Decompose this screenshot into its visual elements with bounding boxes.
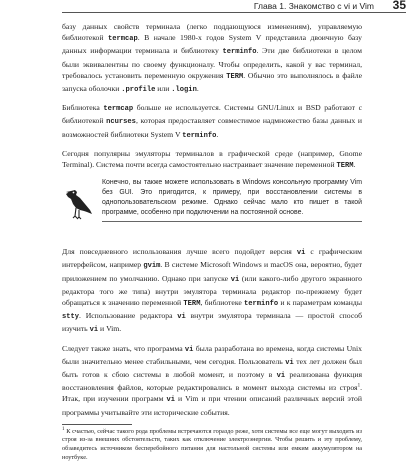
note-box — [62, 178, 362, 238]
text-run: реализована функция восстановления файлов, которые редактировались в момент выхода системы из строя — [62, 370, 362, 393]
paragraphs-after-note — [62, 246, 362, 418]
text-run: и к параметрам команды — [278, 298, 362, 308]
code-term: vi — [89, 326, 99, 335]
text-run: . Использование редактора — [79, 311, 178, 321]
text-run: . Итак, при изучении программ — [62, 383, 362, 404]
text-run: . — [196, 84, 199, 94]
text-run: или — [155, 84, 172, 94]
code-term: .login — [171, 86, 197, 95]
page-number: 35 — [392, 0, 406, 12]
text-run: , которая предоставляет совместимое надмножество базы данных и возможностей библиотеки System V — [62, 116, 362, 139]
paragraph — [62, 21, 362, 96]
code-term: ncurses — [106, 118, 136, 127]
code-term: termcap — [103, 105, 134, 114]
text-run: . В начале 1980-х годов System V представила двоичную базу данных информации терминала и библиотеку — [62, 33, 362, 56]
text-run: больше не используется. Системы GNU/Linux и BSD работают с библиотекой — [62, 103, 362, 126]
code-term: vi — [285, 358, 294, 367]
text-run: . Эти две библиотеки в целом были эквивалентны по своему функционалу. Чтобы определить, какой у вас терминал, требовалось установить переменную окружения — [62, 46, 362, 80]
paragraphs-before-note — [62, 21, 362, 172]
text-run: (или какого-либо другого экранного редактора того же типа) внутри эмулятора терминала редактор по-прежнему будет обращаться к значению переменной — [62, 273, 362, 308]
code-term: vi — [230, 275, 240, 284]
code-term: termcap — [107, 35, 138, 44]
text-run: с графическим интерфейсом, например — [62, 247, 363, 270]
text-run: Следует также знать, что программа — [62, 343, 185, 353]
code-term: TERM — [183, 300, 201, 309]
text-run: и Vim и при чтении описаний различных версий этой программы учитывайте эти исторические события. — [62, 394, 362, 417]
text-run: . В системе Microsoft Windows и macOS она, вероятно, будет приложением по умолчанию. Однако при запуске — [62, 260, 362, 283]
page-body — [62, 21, 362, 462]
text-run: . — [216, 129, 219, 139]
chapter-title: Глава 1. Знакомство с vi и Vim — [253, 1, 374, 11]
footnote — [62, 428, 362, 462]
text-run: была разработана во времена, когда системы Unix были значительно менее стабильными, чем сегодня. Пользователь — [62, 343, 362, 366]
code-term: stty — [62, 313, 80, 322]
paragraph — [62, 148, 362, 172]
text-run: и Vim. — [98, 324, 122, 334]
code-term: vi — [177, 313, 186, 322]
text-run: базу данных свойств терминала (легко поддающуюся изменениям), управляемую библиотекой — [62, 22, 362, 43]
code-term: terminfo — [244, 300, 279, 309]
code-term: TERM — [226, 72, 244, 81]
text-run: внутри эмулятора терминала — простой способ изучить — [62, 311, 362, 334]
paragraph — [62, 102, 362, 142]
code-term: terminfo — [182, 131, 217, 140]
footnote-ref: 1 — [357, 383, 361, 389]
text-run: Сегодня популярны эмуляторы терминалов в графической среде (например, Gnome Terminal). Система почти всегда самостоятельно настраивает значение переменной — [62, 148, 362, 170]
crow-icon — [62, 180, 94, 222]
text-run: . — [353, 160, 356, 170]
text-run: Библиотека — [62, 103, 104, 113]
text-run: Для повседневного использования лучше всего подойдет версия — [62, 247, 297, 257]
header-rule — [62, 12, 406, 13]
running-header — [0, 0, 420, 13]
footnote-text: К счастью, сейчас такого рода проблемы встречаются гораздо реже, хотя системы все еще могут выходить из строя из-за внешних обстоятельств, таких как отключение электроэнергии. Чтобы решить и эту проблему, обзаведитесь источником бесперебойного питания для настольной системы или емким аккумулятором на ноутбуке. — [62, 427, 363, 461]
code-term: vi — [296, 249, 306, 258]
paragraph — [62, 246, 362, 336]
code-term: gvim — [143, 262, 161, 271]
code-term: terminfo — [222, 48, 257, 57]
code-term: vi — [166, 396, 176, 405]
paragraph — [62, 343, 362, 418]
code-term: .profile — [121, 86, 156, 95]
footnote-rule — [62, 424, 132, 425]
text-run: . Обычно это выполнялось в файле запуска оболочки — [62, 70, 363, 94]
text-run: , библиотеке — [200, 298, 245, 308]
code-term: TERM — [336, 162, 354, 171]
text-run: тех лет должен был быть готов к сбою системы в любой момент, и поэтому в — [62, 356, 363, 380]
code-term: vi — [276, 372, 286, 381]
note-text: Конечно, вы также можете использовать в Windows консольную программу Vim без GUI. Это пригодится, к примеру, при восстановлении системы в однопользовательском режиме. Однако сейчас мало кто пишет в такой программе, особенно при подключении на постоянной основе. — [102, 178, 362, 222]
footnote-mark: 1 — [62, 426, 65, 432]
code-term: vi — [184, 345, 194, 354]
